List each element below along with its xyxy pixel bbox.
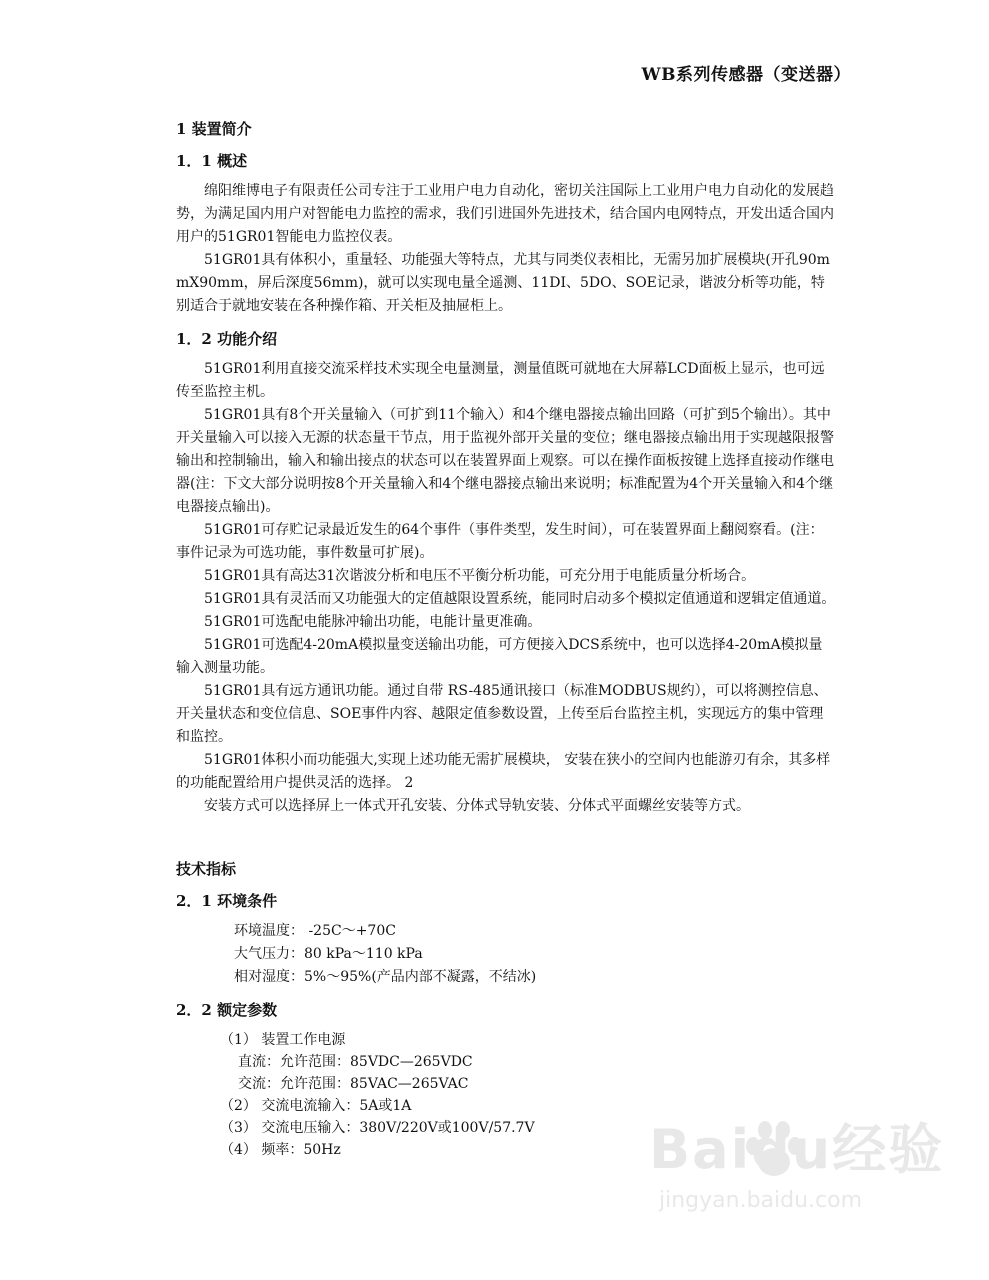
watermark-url: jingyan.baidu.com bbox=[659, 1188, 863, 1213]
paragraph: 51GR01可选配4-20mA模拟量变送输出功能，可方便接入DCS系统中，也可以选择4-20mA模拟量输入测量功能。 bbox=[176, 637, 823, 676]
paragraph: 安装方式可以选择屏上一体式开孔安装、分体式导轨安装、分体式平面螺丝安装等方式。 bbox=[204, 798, 750, 814]
param-ac-range: 交流：允许范围：85VAC—265VAC bbox=[238, 1076, 469, 1092]
env-pressure: 大气压力：80 kPa～110 kPa bbox=[234, 946, 423, 962]
paragraph: 51GR01具有远方通讯功能。通过自带 RS-485通讯接口（标准MODBUS规约），可以将测控信息、开关量状态和变位信息、SOE事件内容、越限定值参数设置，上传至后台监控主机，实现远方的集中管理和监控。 bbox=[176, 683, 828, 745]
section-2-1-title: 2．1 环境条件 bbox=[176, 892, 278, 910]
param-voltage-input: （3） 交流电压输入：380V/220V或100V/57.7V bbox=[220, 1120, 535, 1136]
paragraph: 51GR01具有灵活而又功能强大的定值越限设置系统，能同时启动多个模拟定值通道和逻辑定值通道。 bbox=[204, 591, 836, 607]
paragraph: 51GR01具有体积小，重量轻、功能强大等特点，尤其与同类仪表相比，无需另加扩展模块(开孔90mmX90mm，屏后深度56mm)，就可以实现电量全遥测、11DI、5DO、SOE记录，谐波分析等功能，特别适合于就地安装在各种操作箱、开关柜及抽屉柜上。 bbox=[176, 252, 830, 314]
paragraph: 51GR01体积小而功能强大,实现上述功能无需扩展模块， 安装在狭小的空间内也能游刃有余，其多样的功能配置给用户提供灵活的选择。 2 bbox=[176, 752, 831, 791]
section-1-title: 1 装置简介 bbox=[176, 120, 252, 138]
paragraph: 51GR01具有8个开关量输入（可扩到11个输入）和4个继电器接点输出回路（可扩到5个输出）。其中开关量输入可以接入无源的状态量干节点，用于监视外部开关量的变位；继电器接点输出用于实现越限报警输出和控制输出，输入和输出接点的状态可以在装置界面上观察。可以在操作面板按键上选择直接动作继电器(注：下文大部分说明按8个开关量输入和4个继电器接点输出来说明；标准配置为4个开关量输入和4个继电器接点输出)。 bbox=[176, 407, 834, 515]
paragraph: 51GR01利用直接交流采样技术实现全电量测量，测量值既可就地在大屏幕LCD面板上显示，也可远传至监控主机。 bbox=[176, 361, 825, 400]
document-body bbox=[176, 118, 836, 1161]
param-power-supply: （1） 装置工作电源 bbox=[220, 1032, 346, 1048]
baidu-jingyan-watermark bbox=[649, 1120, 949, 1240]
watermark-main-text: Baidu经验 bbox=[649, 1118, 945, 1181]
section-2-title: 技术指标 bbox=[176, 860, 237, 878]
environment-conditions bbox=[234, 920, 836, 989]
header-title: WB系列传感器（变送器） bbox=[641, 65, 851, 85]
param-dc-range: 直流：允许范围：85VDC—265VDC bbox=[238, 1054, 473, 1070]
param-current-input: （2） 交流电流输入：5A或1A bbox=[220, 1098, 412, 1114]
paragraph: 绵阳维博电子有限责任公司专注于工业用户电力自动化，密切关注国际上工业用户电力自动化的发展趋势，为满足国内用户对智能电力监控的需求，我们引进国外先进技术，结合国内电网特点，开发出适合国内用户的51GR01智能电力监控仪表。 bbox=[176, 183, 834, 245]
env-humidity: 相对湿度：5%～95%(产品内部不凝露，不结冰) bbox=[234, 969, 537, 985]
section-2-2-title: 2．2 额定参数 bbox=[176, 1001, 278, 1019]
section-1-1-title: 1．1 概述 bbox=[176, 152, 248, 170]
paragraph: 51GR01可选配电能脉冲输出功能，电能计量更准确。 bbox=[204, 614, 542, 630]
paragraph: 51GR01具有高达31次谐波分析和电压不平衡分析功能，可充分用于电能质量分析场合。 bbox=[204, 568, 756, 584]
paragraph: 51GR01可存贮记录最近发生的64个事件（事件类型，发生时间），可在装置界面上翻阅察看。(注：事件记录为可选功能，事件数量可扩展)。 bbox=[176, 522, 824, 561]
env-temperature: 环境温度： -25C～+70C bbox=[234, 923, 396, 939]
section-1-2-title: 1．2 功能介绍 bbox=[176, 330, 278, 348]
param-frequency: （4） 频率：50Hz bbox=[220, 1142, 341, 1158]
